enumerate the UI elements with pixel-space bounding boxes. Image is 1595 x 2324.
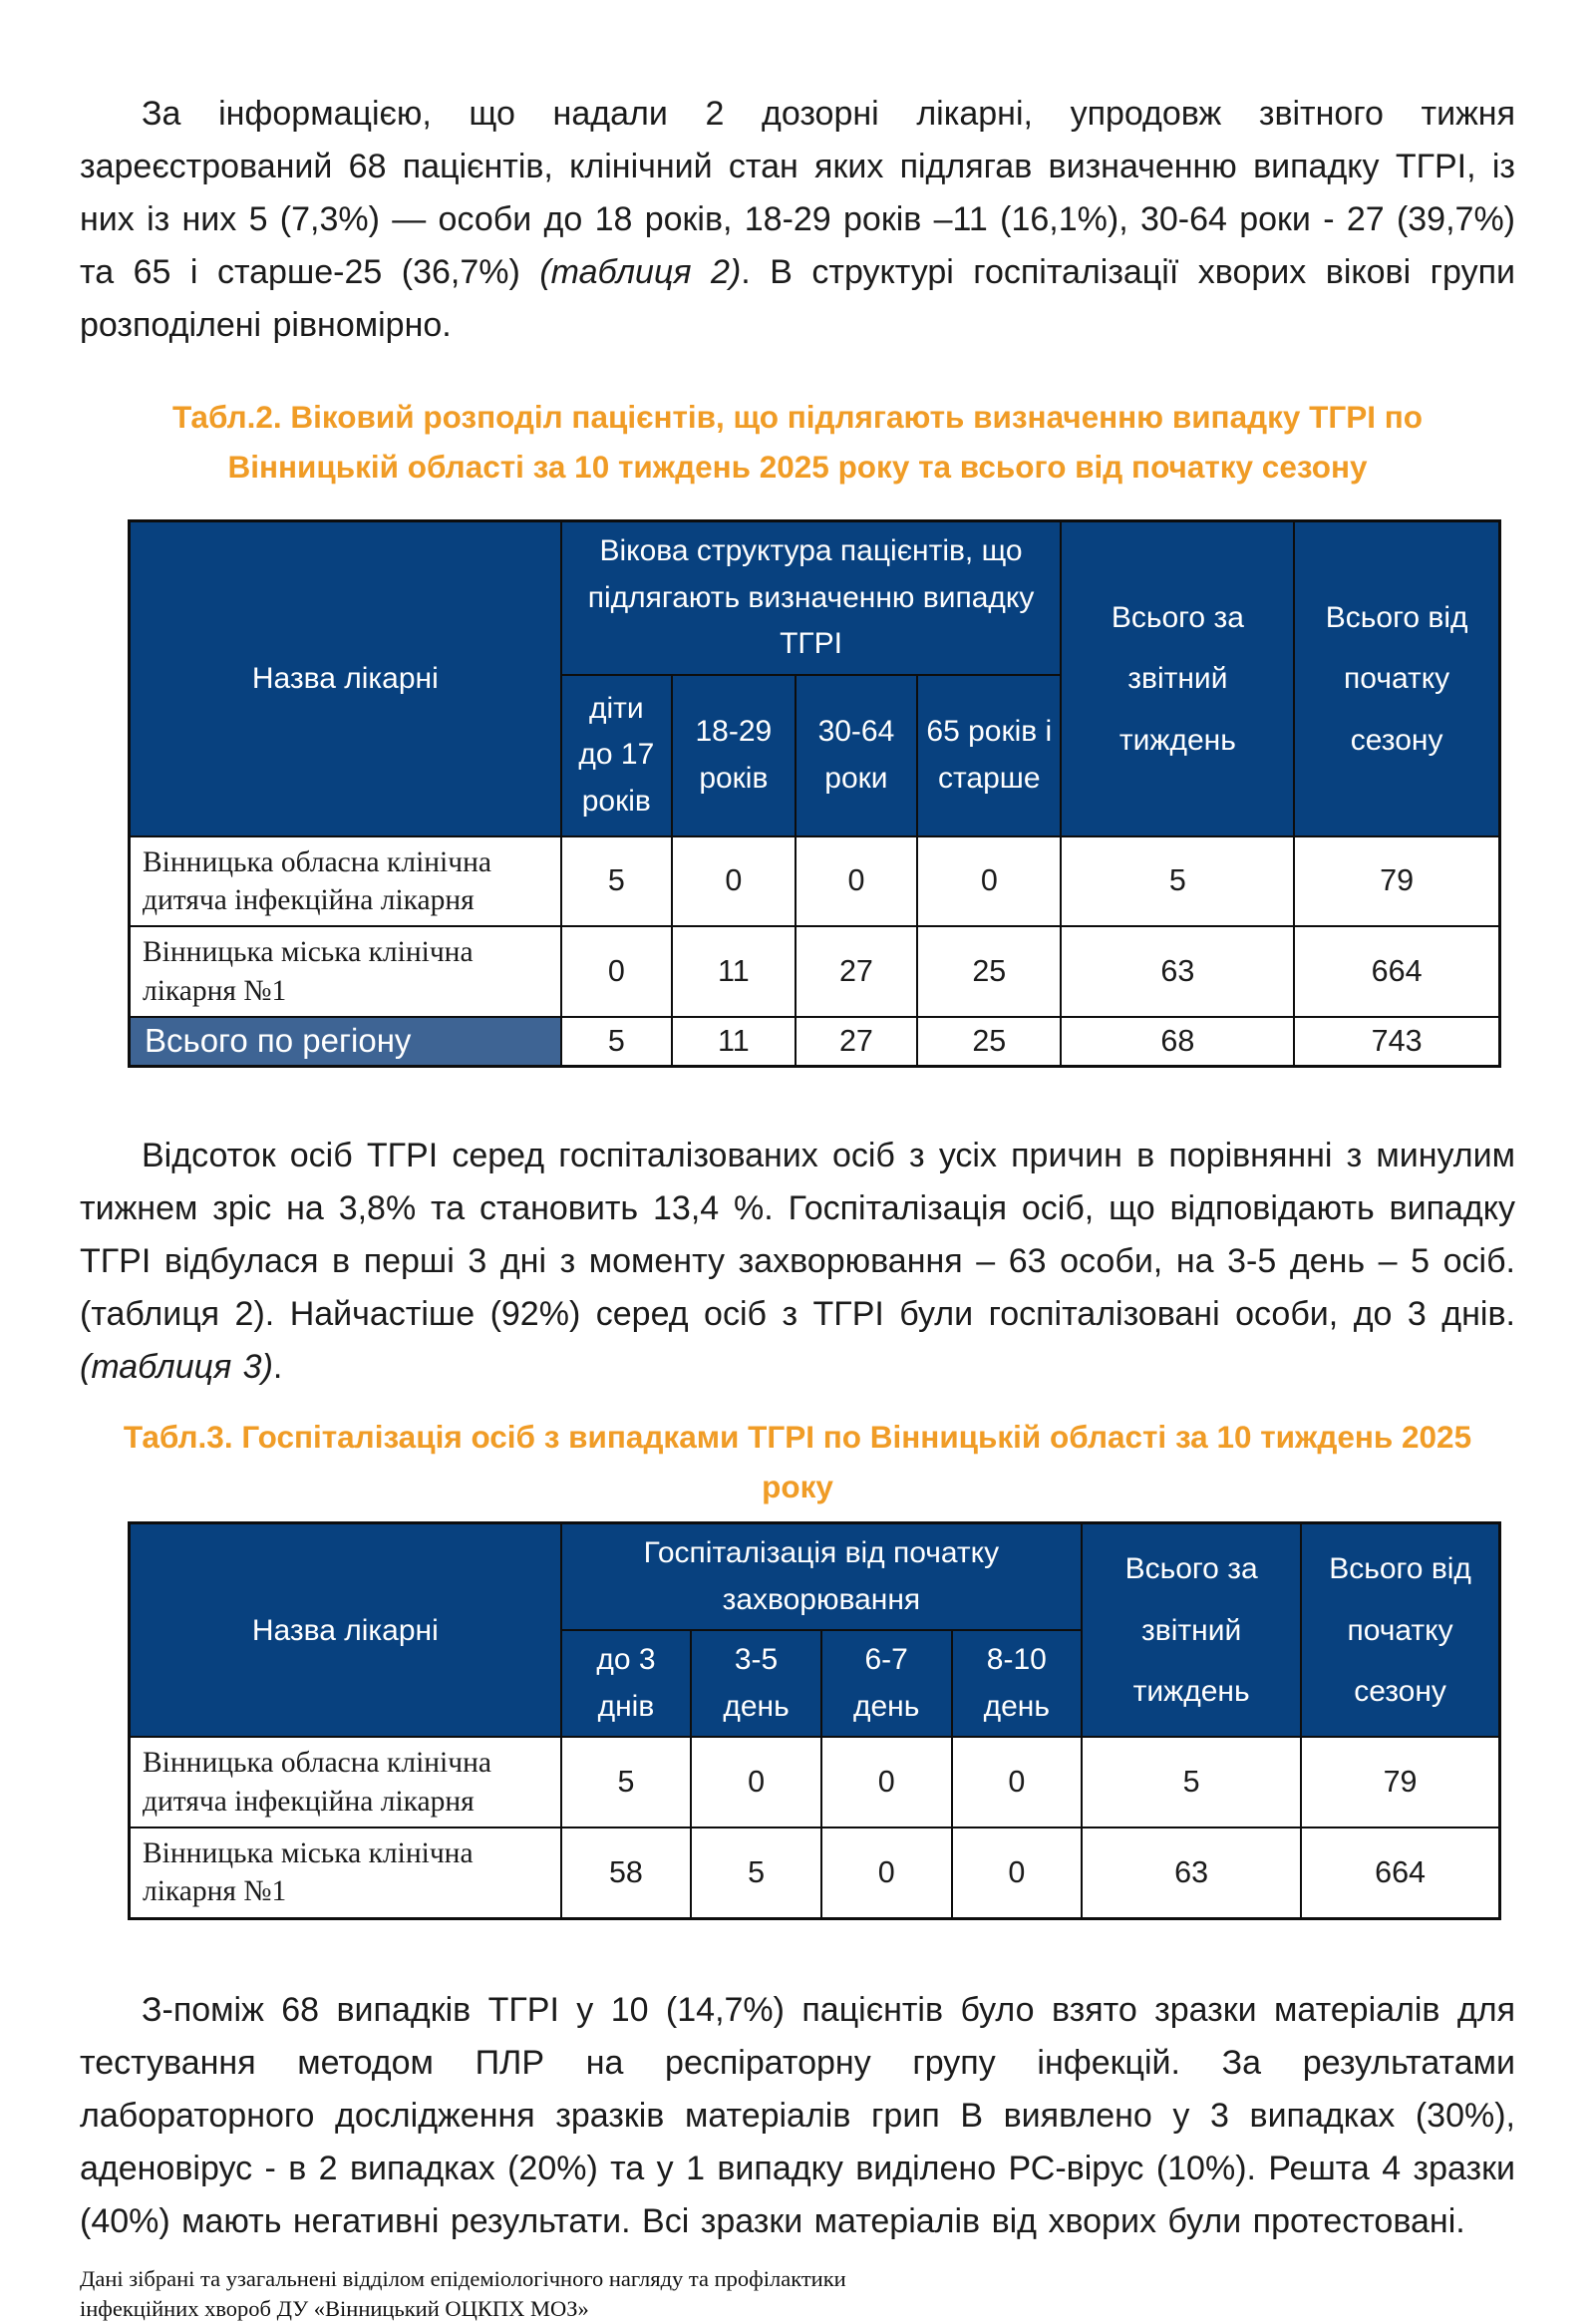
t2-total-value: 27 [796, 1017, 917, 1067]
paragraph-2-table-ref: (таблиця 3) [80, 1348, 273, 1387]
t2-header-hospital-name: Назва лікарні [130, 521, 561, 836]
t3-value-cell: 0 [691, 1737, 821, 1827]
t3-value-cell: 5 [691, 1827, 821, 1918]
t3-value-cell: 0 [952, 1737, 1083, 1827]
t3-hospital-name: Вінницька міська клінічна лікарня №1 [130, 1827, 561, 1918]
t2-value-cell: 25 [917, 926, 1061, 1017]
t2-subheader-65plus: 65 років і старше [917, 675, 1061, 836]
t2-value-cell: 27 [796, 926, 917, 1017]
paragraph-3: З-поміж 68 випадків ТГРІ у 10 (14,7%) пацієнтів було взято зразки матеріалів для тестування методом ПЛР на респіраторну групу інфекцій. За результатами лабораторного дослідження зразків матеріалів грип В виявлено у 3 випадках (30%), аденовірус - в 2 випадках (20%) та у 1 випадку виділено РС-вірус (10%). Решта 4 зразки (40%) мають негативні результати. Всі зразки матеріалів від хворих були протестовані. [80, 1990, 1515, 2240]
t2-total-value: 68 [1061, 1017, 1294, 1067]
t3-row-city-hospital [130, 1827, 1500, 1918]
t3-subheader-6-7: 6-7 день [821, 1630, 952, 1737]
t3-value-cell: 664 [1301, 1827, 1499, 1918]
t2-header-age-group: Вікова структура пацієнтів, що підлягають визначенню випадку ТГРІ [561, 521, 1062, 675]
t2-row-oblast-hospital [130, 836, 1500, 927]
t2-value-cell: 11 [672, 926, 796, 1017]
t3-value-cell: 0 [952, 1827, 1083, 1918]
t2-value-cell: 79 [1294, 836, 1499, 927]
table-3-hospitalization-timing [128, 1521, 1501, 1919]
t2-value-cell: 63 [1061, 926, 1294, 1017]
t3-value-cell: 5 [561, 1737, 692, 1827]
t3-header-season-total: Всього від початку сезону [1301, 1523, 1499, 1738]
t3-value-cell: 63 [1082, 1827, 1301, 1918]
t3-value-cell: 79 [1301, 1737, 1499, 1827]
t2-total-label: Всього по регіону [130, 1017, 561, 1067]
t2-hospital-name: Вінницька міська клінічна лікарня №1 [130, 926, 561, 1017]
paragraph-1-table-ref: (таблиця 2) [539, 253, 742, 291]
t2-value-cell: 664 [1294, 926, 1499, 1017]
t2-value-cell: 0 [917, 836, 1061, 927]
table2-heading: Табл.2. Віковий розподіл пацієнтів, що підлягають визначенню випадку ТГРІ по Вінницькій області за 10 тиждень 2025 року та всього від початку сезону [171, 399, 1424, 485]
t3-subheader-upto3: до 3 днів [561, 1630, 692, 1737]
t2-value-cell: 5 [1061, 836, 1294, 927]
t3-subheader-3-5: 3-5 день [691, 1630, 821, 1737]
t3-header-hospital-name: Назва лікарні [130, 1523, 561, 1738]
t2-value-cell: 5 [561, 836, 672, 927]
t3-value-cell: 0 [821, 1827, 952, 1918]
footer-note-line1: Дані зібрані та узагальнені відділом епідеміологічного нагляду та профілактики [80, 2265, 846, 2291]
t2-header-weekly-total: Всього за звітний тиждень [1061, 521, 1294, 836]
t3-header-weekly-total: Всього за звітний тиждень [1082, 1523, 1301, 1738]
t2-total-value: 11 [672, 1017, 796, 1067]
table3-heading: Табл.3. Госпіталізація осіб з випадками ТГРІ по Вінницькій області за 10 тиждень 2025 року [123, 1419, 1472, 1505]
table-2-age-distribution [128, 519, 1501, 1068]
footer-note-line2: інфекційних хвороб ДУ «Вінницький ОЦКПХ МОЗ» [80, 2295, 589, 2321]
t2-value-cell: 0 [672, 836, 796, 927]
paragraph-2-text-b: . [272, 1348, 283, 1387]
t3-subheader-8-10: 8-10 день [952, 1630, 1083, 1737]
paragraph-2 [80, 1130, 1515, 1394]
t2-hospital-name: Вінницька обласна клінічна дитяча інфекційна лікарня [130, 836, 561, 927]
paragraph-1-text-b: . В структурі госпіталізації хворих вікові групи розподілені рівномірно. [80, 253, 1515, 344]
t3-value-cell: 0 [821, 1737, 952, 1827]
t2-total-value: 25 [917, 1017, 1061, 1067]
t2-value-cell: 0 [796, 836, 917, 927]
paragraph-1-text-a: За інформацією, що надали 2 дозорні лікарні, упродовж звітного тижня зареєстрований 68 пацієнтів, клінічний стан яких підлягав визначенню випадку ТГРІ, із них із них 5 (7,3%) — особи до 18 років, 18-29 років –11 (16,1%), 30-64 роки - 27 (39,7%) та 65 і старше-25 (36,7%) [80, 95, 1515, 291]
t2-header-season-total: Всього від початку сезону [1294, 521, 1499, 836]
t2-value-cell: 0 [561, 926, 672, 1017]
t3-header-days-group: Госпіталізація від початку захворювання [561, 1523, 1083, 1631]
t2-row-region-total [130, 1017, 1500, 1067]
t3-hospital-name: Вінницька обласна клінічна дитяча інфекційна лікарня [130, 1737, 561, 1827]
paragraph-1 [80, 88, 1515, 352]
t3-value-cell: 5 [1082, 1737, 1301, 1827]
footer-note [80, 2264, 1515, 2324]
t2-subheader-30-64: 30-64 роки [796, 675, 917, 836]
t2-subheader-18-29: 18-29 років [672, 675, 796, 836]
t3-value-cell: 58 [561, 1827, 692, 1918]
paragraph-2-text-a: Відсоток осіб ТГРІ серед госпіталізованих осіб з усіх причин в порівнянні з минулим тижнем зріс на 3,8% та становить 13,4 %. Госпіталізація осіб, що відповідають випадку ТГРІ відбулася в перші 3 дні з моменту захворювання – 63 особи, на 3-5 день – 5 осіб.(таблиця 2). Найчастіше (92%) серед осіб з ТГРІ були госпіталізовані особи, до 3 днів. [80, 1137, 1515, 1334]
t2-row-city-hospital [130, 926, 1500, 1017]
t2-total-value: 743 [1294, 1017, 1499, 1067]
t2-total-value: 5 [561, 1017, 672, 1067]
t3-row-oblast-hospital [130, 1737, 1500, 1827]
t2-subheader-under17: діти до 17 років [561, 675, 672, 836]
